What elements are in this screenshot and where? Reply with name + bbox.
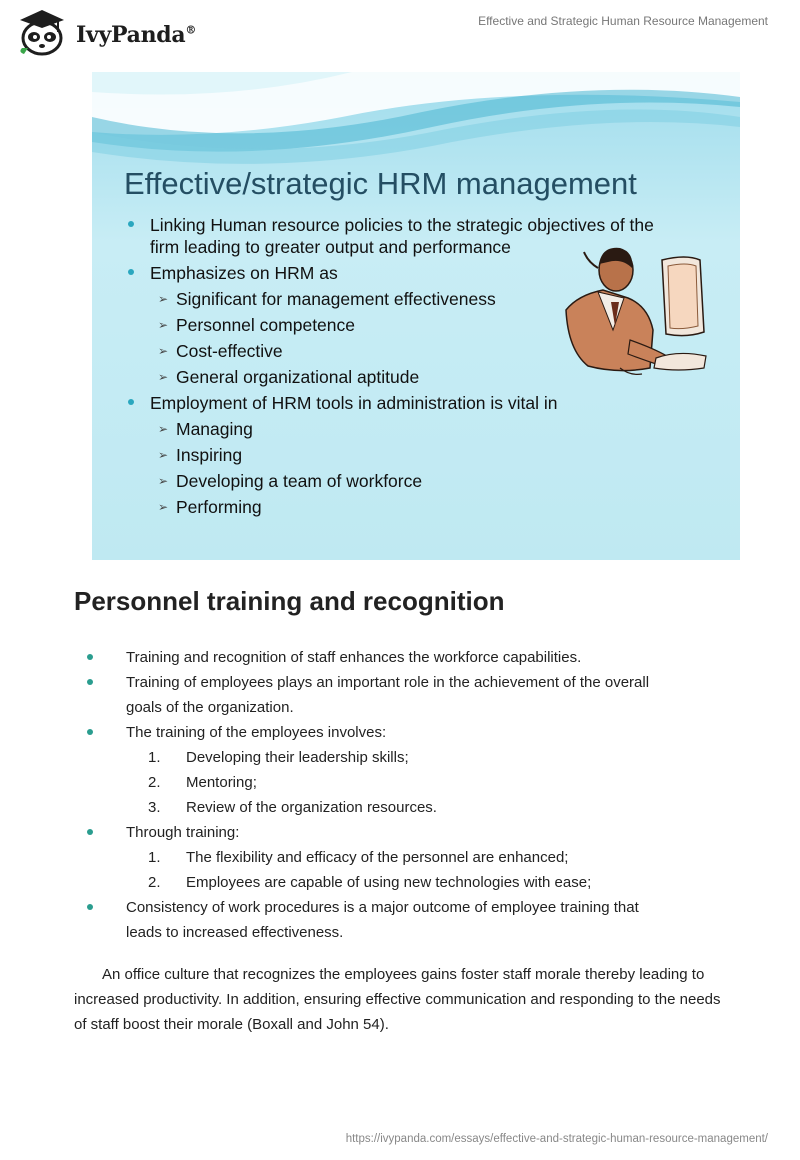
- man-at-computer-clipart-icon: [558, 240, 708, 390]
- slide-sub-item: ➢ General organizational aptitude: [158, 367, 420, 387]
- sub-item: The flexibility and efficacy of the personnel are enhanced;: [186, 849, 569, 866]
- slide-sub-item: ➢ Managing: [158, 419, 253, 439]
- arrow-bullet-icon: ➢: [158, 370, 169, 384]
- list-item-continued: leads to increased effectiveness.: [126, 924, 344, 941]
- list-item: Training of employees plays an important role in the achievement of the overall: [126, 674, 650, 691]
- sub-item: Employees are capable of using new technologies with ease;: [186, 874, 592, 891]
- sub-item: Mentoring;: [186, 774, 257, 791]
- list-item: Through training:: [126, 824, 240, 841]
- source-url-link[interactable]: https://ivypanda.com/essays/effective-and-strategic-human-resource-management/: [345, 1133, 768, 1145]
- slide-sub-item: ➢ Cost-effective: [158, 341, 283, 361]
- brand-name: IvyPanda®: [76, 22, 197, 48]
- sub-item-number: 1.: [148, 749, 161, 766]
- document-title: Effective and Strategic Human Resource Management: [478, 14, 768, 28]
- sub-item: Developing their leadership skills;: [186, 749, 409, 766]
- arrow-bullet-icon: ➢: [158, 422, 169, 436]
- slide-bullet-3: Employment of HRM tools in administration is vital in: [150, 392, 558, 414]
- slide-bullet-2: Emphasizes on HRM as: [150, 262, 338, 284]
- sub-item-number: 2.: [148, 874, 161, 891]
- slide-bullet-1-continued: firm leading to greater output and performance: [150, 237, 511, 257]
- page-header: [0, 0, 800, 60]
- arrow-bullet-icon: ➢: [158, 318, 169, 332]
- bullet-dot-icon: [128, 269, 134, 275]
- bullet-dot-icon: [87, 729, 93, 735]
- bullet-dot-icon: [87, 904, 93, 910]
- arrow-bullet-icon: ➢: [158, 500, 169, 514]
- slide-sub-item: ➢ Performing: [158, 497, 262, 517]
- panda-logo-icon: [14, 8, 70, 56]
- bullet-dot-icon: [128, 399, 134, 405]
- slide-image: [92, 72, 740, 560]
- slide-sub-item: ➢ Developing a team of workforce: [158, 471, 423, 491]
- slide-bullet-1: Linking Human resource policies to the strategic objectives of the: [150, 214, 654, 236]
- slide-sub-item: ➢ Personnel competence: [158, 315, 355, 335]
- sub-item-number: 1.: [148, 849, 161, 866]
- slide-sub-item: ➢ Significant for management effectiveness: [158, 289, 496, 309]
- bullet-dot-icon: [87, 679, 93, 685]
- list-item: Training and recognition of staff enhances the workforce capabilities.: [126, 649, 582, 666]
- arrow-bullet-icon: ➢: [158, 344, 169, 358]
- body-paragraph: An office culture that recognizes the employees gains foster staff morale thereby leading to increased productivity. In addition, ensuring effective communication and responding to the needs of staff boost their morale (Boxall and John 54).: [74, 966, 721, 1033]
- section-heading: Personnel training and recognition: [74, 586, 505, 616]
- arrow-bullet-icon: ➢: [158, 448, 169, 462]
- arrow-bullet-icon: ➢: [158, 292, 169, 306]
- list-item: The training of the employees involves:: [126, 724, 387, 741]
- ivypanda-logo[interactable]: [14, 8, 214, 56]
- slide-sub-item: ➢ Inspiring: [158, 445, 243, 465]
- sub-item: Review of the organization resources.: [186, 799, 437, 816]
- bullet-dot-icon: [87, 654, 93, 660]
- list-item: Consistency of work procedures is a major outcome of employee training that: [126, 899, 639, 916]
- sub-item-number: 3.: [148, 799, 161, 816]
- sub-item-number: 2.: [148, 774, 161, 791]
- slide-title: Effective/strategic HRM management: [124, 166, 637, 201]
- list-item-continued: goals of the organization.: [126, 699, 294, 716]
- arrow-bullet-icon: ➢: [158, 474, 169, 488]
- bullet-dot-icon: [87, 829, 93, 835]
- bullet-dot-icon: [128, 221, 134, 227]
